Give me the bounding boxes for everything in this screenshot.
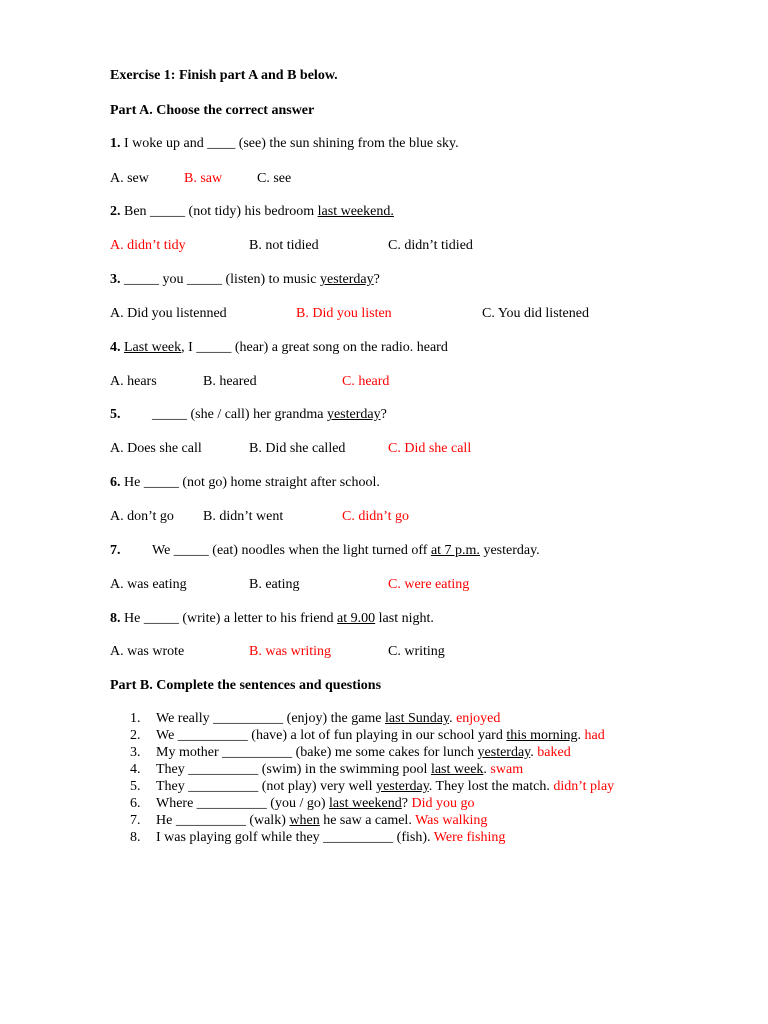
question-number: 1. (110, 136, 121, 151)
option-a: A. Did you listenned (110, 306, 227, 321)
part-b-item-4 (130, 761, 523, 778)
part-b-item-3 (130, 744, 571, 761)
option-c-correct: C. heard (342, 374, 390, 389)
part-b-item-1 (130, 710, 500, 727)
answer-text: swam (490, 762, 524, 777)
option-b: B. heared (203, 374, 257, 389)
answer-text: baked (537, 745, 571, 760)
answer-text: enjoyed (456, 711, 501, 726)
option-b-correct: B. saw (184, 171, 223, 186)
sentence-text: . (530, 745, 538, 760)
option-a: A. was wrote (110, 644, 185, 659)
part-b-heading: Part B. Complete the sentences and questions (110, 678, 382, 693)
question-6 (110, 474, 380, 492)
sentence-text: . (483, 762, 491, 777)
question-2 (110, 203, 394, 221)
option-b: B. Did she called (249, 441, 346, 456)
item-number: 3. (130, 745, 141, 760)
option-a-correct: A. didn’t tidy (110, 238, 186, 253)
option-c-correct: C. didn’t go (342, 509, 410, 524)
option-c-correct: C. Did she call (388, 441, 472, 456)
sentence-text: We __________ (have) a lot of fun playing in our school yard (156, 728, 507, 743)
question-4 (110, 339, 448, 357)
question-number: 2. (110, 204, 121, 219)
answer-text: didn’t play (553, 779, 615, 794)
question-number: 6. (110, 475, 121, 490)
sentence-text: My mother __________ (bake) me some cakes for lunch (156, 745, 478, 760)
answer-text: Did you go (411, 796, 475, 811)
sentence-text: Where __________ (you / go) (156, 796, 330, 811)
underlined-text: yesterday (376, 779, 429, 794)
sentence-text: , I _____ (hear) a great song on the radio. heard (181, 340, 448, 355)
underlined-text: last week (430, 762, 484, 777)
question-number: 7. (110, 543, 121, 558)
sentence-text: They __________ (swim) in the swimming pool (156, 762, 431, 777)
part-a-heading: Part A. Choose the correct answer (110, 103, 315, 118)
exercise-title: Exercise 1: Finish part A and B below. (110, 68, 338, 83)
option-c: C. writing (388, 644, 445, 659)
underlined-text: at 7 p.m. (430, 543, 480, 558)
sentence-text: ? (373, 272, 380, 287)
underlined-text: yesterday (477, 745, 531, 760)
item-number: 6. (130, 796, 141, 811)
question-5 (110, 406, 387, 424)
sentence-text: last night. (375, 611, 434, 626)
sentence-text: . They lost the match. (428, 779, 554, 794)
option-a: A. hears (110, 374, 157, 389)
option-a: A. was eating (110, 577, 187, 592)
underlined-text: last Sunday (385, 711, 450, 726)
question-3 (110, 271, 380, 289)
sentence-text: . (449, 711, 457, 726)
sentence-text: he saw a camel. (319, 813, 416, 828)
sentence-text: We really __________ (enjoy) the game (156, 711, 386, 726)
sentence-text: We _____ (eat) noodles when the light turned off (120, 543, 431, 558)
answer-text: had (584, 728, 605, 743)
part-b-item-8 (130, 829, 505, 846)
sentence-text: Ben _____ (not tidy) his bedroom (120, 204, 318, 219)
answer-text: Were fishing (433, 830, 506, 845)
sentence-text: He _____ (write) a letter to his friend (120, 611, 338, 626)
item-number: 8. (130, 830, 141, 845)
item-number: 7. (130, 813, 141, 828)
question-number: 5. (110, 407, 121, 422)
item-number: 4. (130, 762, 141, 777)
item-number: 1. (130, 711, 141, 726)
underlined-text: yesterday (326, 407, 381, 422)
option-c: C. You did listened (482, 306, 589, 321)
option-c-correct: C. were eating (388, 577, 470, 592)
sentence-text: I woke up and ____ (see) the sun shining from the blue sky. (120, 136, 459, 151)
option-a: A. don’t go (110, 509, 174, 524)
part-b-item-7 (130, 812, 487, 829)
option-a: A. sew (110, 171, 149, 186)
question-number: 3. (110, 272, 121, 287)
sentence-text: ? (380, 407, 387, 422)
question-1 (110, 135, 459, 153)
question-number: 4. (110, 340, 121, 355)
sentence-text: I was playing golf while they __________ (fish). (156, 830, 434, 845)
option-b: B. not tidied (249, 238, 319, 253)
sentence-text: _____ you _____ (listen) to music (120, 272, 320, 287)
sentence-text: They __________ (not play) very well (156, 779, 377, 794)
option-b: B. didn’t went (203, 509, 284, 524)
underlined-text: yesterday (320, 272, 374, 287)
option-c: C. see (257, 171, 292, 186)
item-number: 5. (130, 779, 141, 794)
option-b-correct: B. was writing (249, 644, 332, 659)
underlined-text: last weekend. (317, 204, 394, 219)
option-c: C. didn’t tidied (388, 238, 473, 253)
underlined-text: this morning (506, 728, 578, 743)
question-7 (110, 542, 540, 560)
item-number: 2. (130, 728, 141, 743)
option-b: B. eating (249, 577, 300, 592)
sentence-text: . (577, 728, 585, 743)
sentence-text: He _____ (not go) home straight after school. (120, 475, 380, 490)
underlined-text: Last week (124, 340, 182, 355)
underlined-text: last weekend (329, 796, 402, 811)
part-b-item-5 (130, 778, 614, 795)
option-b-correct: B. Did you listen (296, 306, 392, 321)
underlined-text: when (289, 813, 320, 828)
part-b-item-6 (130, 795, 474, 812)
sentence-text: He __________ (walk) (156, 813, 290, 828)
sentence-text: _____ (she / call) her grandma (120, 407, 327, 422)
sentence-text: yesterday. (479, 543, 540, 558)
option-a: A. Does she call (110, 441, 202, 456)
underlined-text: at 9.00 (337, 611, 376, 626)
answer-text: Was walking (415, 813, 488, 828)
question-number: 8. (110, 611, 121, 626)
question-8 (110, 610, 434, 628)
part-b-item-2 (130, 727, 605, 744)
sentence-text: ? (401, 796, 412, 811)
